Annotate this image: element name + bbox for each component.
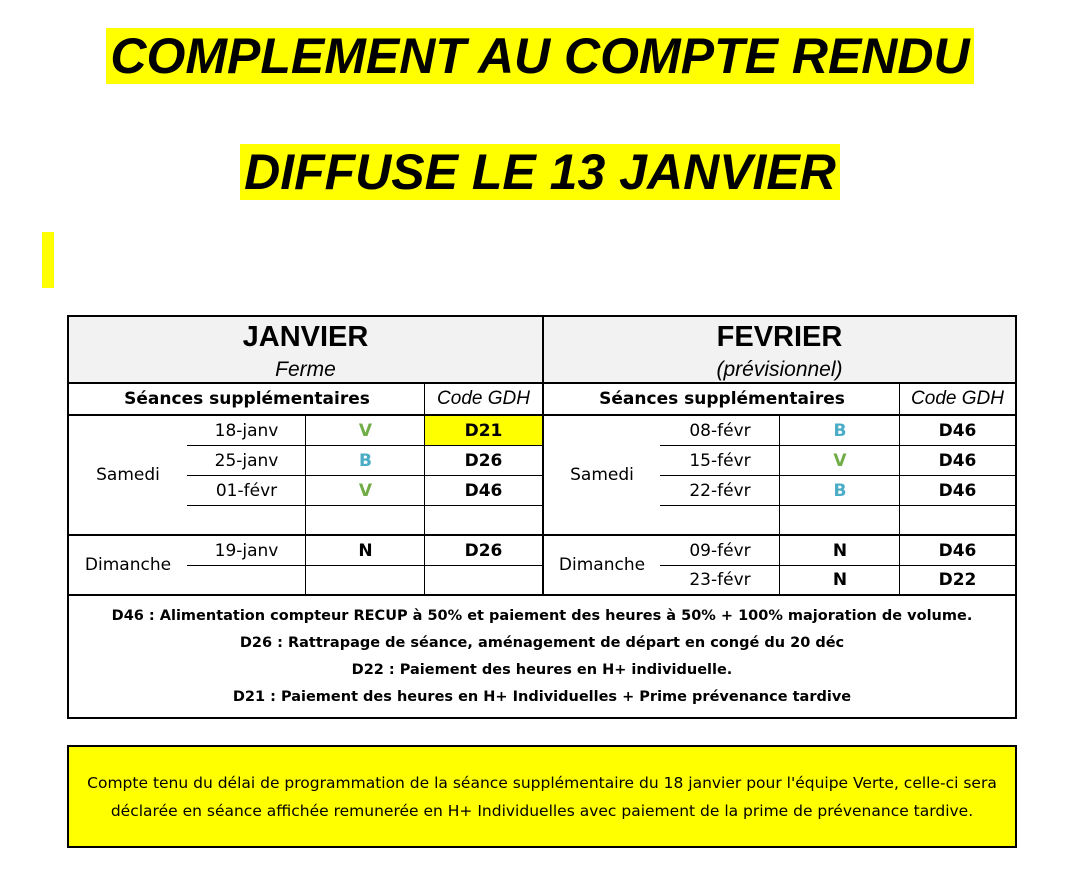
left-samedi-label: Samedi — [96, 465, 160, 485]
title-line-1 — [0, 24, 1080, 88]
right-section-header: Séances supplémentaires — [599, 389, 845, 409]
footer-note — [67, 745, 1017, 848]
title-line-2 — [0, 140, 1080, 204]
right-code-cell: D46 — [938, 420, 977, 441]
right-month-status: (prévisionnel) — [716, 358, 843, 381]
right-team-cell: V — [833, 450, 847, 471]
left-team-cell: V — [358, 420, 373, 441]
right-code-cell: D46 — [938, 540, 977, 561]
left-code-cell: D26 — [464, 540, 503, 561]
right-code-cell: D22 — [938, 570, 977, 590]
left-section-header: Séances supplémentaires — [124, 389, 370, 409]
legend-d46: D46 : Alimentation compteur RECUP à 50% et paiement des heures à 50% + 100% majoration de volume. — [111, 607, 973, 624]
right-code-header: Code GDH — [911, 388, 1004, 409]
center-divider — [542, 317, 544, 594]
row-line — [660, 565, 1015, 566]
right-dimanche-label: Dimanche — [558, 555, 646, 575]
left-month-status: Ferme — [275, 358, 336, 381]
title-line-2-text: DIFFUSE LE 13 JANVIER — [240, 144, 840, 200]
left-code-cell: D46 — [464, 480, 503, 501]
left-team-cell: N — [358, 540, 373, 561]
row-line — [187, 445, 542, 446]
row-line — [187, 505, 542, 506]
section-divider — [69, 414, 1015, 416]
right-date-cell: 09-févr — [689, 540, 751, 561]
group-divider — [69, 534, 1015, 536]
left-team-cell: B — [359, 450, 372, 471]
row-line — [187, 565, 542, 566]
row-line — [660, 475, 1015, 476]
right-samedi-label: Samedi — [570, 465, 634, 485]
right-date-cell: 23-févr — [689, 570, 751, 590]
right-team-cell: B — [833, 420, 847, 441]
right-month-title: FEVRIER — [716, 320, 843, 353]
left-month-title: JANVIER — [242, 320, 369, 353]
footer-note-text: Compte tenu du délai de programmation de la séance supplémentaire du 18 janvier pour l'équipe Verte, celle-ci sera déclarée en séance affichée remunerée en H+ Individuelles avec paiement de la prime de prévenance tardive. — [87, 773, 997, 820]
legend-d22: D22 : Paiement des heures en H+ individuelle. — [351, 661, 733, 678]
right-date-cell: 08-févr — [689, 420, 751, 441]
right-code-cell: D46 — [938, 480, 977, 501]
highlight-marker — [42, 232, 54, 288]
left-team-cell: V — [358, 480, 373, 501]
left-date-cell: 18-janv — [214, 420, 279, 441]
schedule-table — [67, 315, 1017, 719]
legend-d21: D21 : Paiement des heures en H+ Individuelles + Prime prévenance tardive — [232, 688, 852, 705]
row-line — [660, 505, 1015, 506]
code-legend — [69, 596, 1015, 717]
right-team-cell: B — [833, 480, 847, 501]
left-dimanche-label: Dimanche — [84, 555, 172, 575]
right-date-cell: 22-févr — [689, 480, 751, 501]
header-divider — [69, 382, 1015, 384]
right-date-cell: 15-févr — [689, 450, 751, 471]
row-line — [660, 445, 1015, 446]
right-team-cell: N — [832, 540, 848, 561]
right-team-cell: N — [832, 570, 848, 590]
left-date-cell: 25-janv — [214, 450, 279, 471]
left-code-cell: D26 — [464, 450, 503, 471]
left-code-header: Code GDH — [437, 388, 530, 409]
right-code-col-line — [899, 384, 900, 594]
left-date-cell: 19-janv — [214, 540, 279, 561]
right-code-cell: D46 — [938, 450, 977, 471]
legend-d26: D26 : Rattrapage de séance, aménagement de départ en congé du 20 déc — [239, 634, 845, 651]
row-line — [187, 475, 542, 476]
left-code-col-line — [424, 384, 425, 594]
left-date-cell: 01-févr — [215, 480, 278, 501]
left-code-cell: D21 — [464, 420, 503, 441]
title-line-1-text: COMPLEMENT AU COMPTE RENDU — [106, 28, 973, 84]
